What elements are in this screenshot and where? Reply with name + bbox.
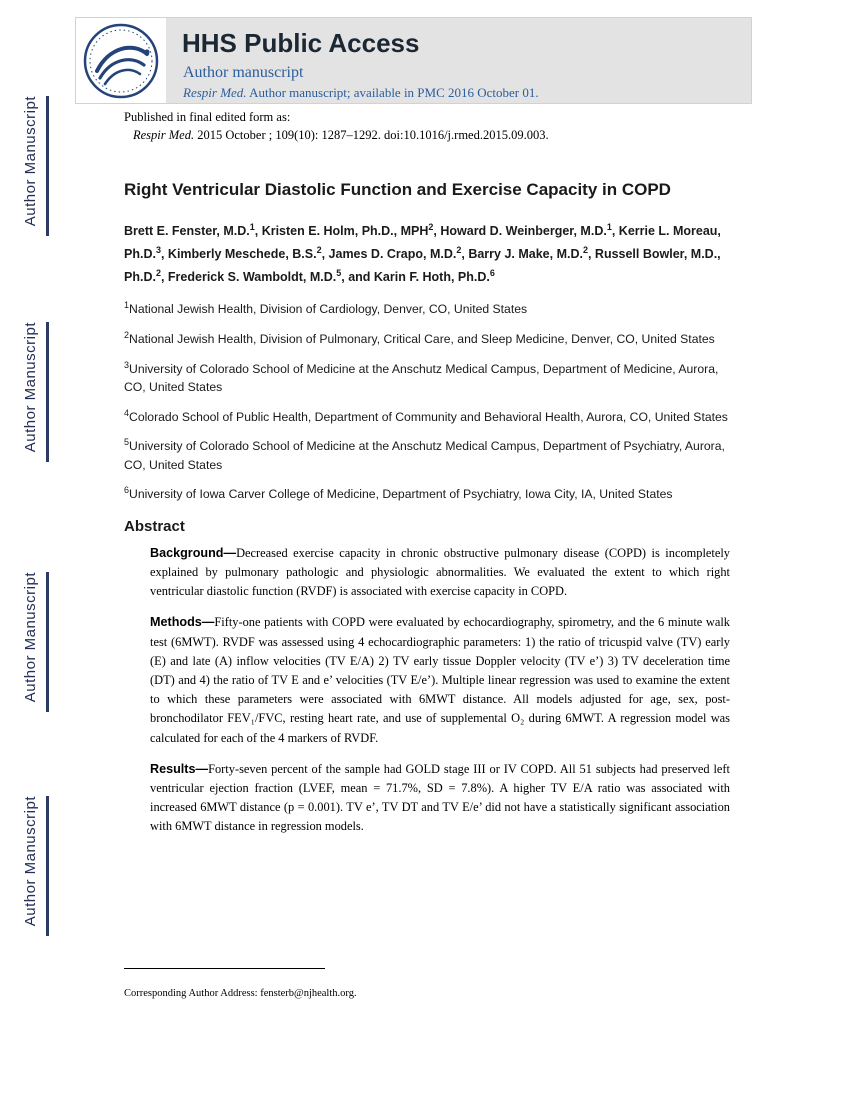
watermark-rule (46, 322, 49, 462)
affiliation: $^4$Colorado School of Public Health, Department of Community and Behavioral Health, Aurora, CO, United States (124, 407, 728, 424)
article-column (124, 108, 736, 849)
citation-line (124, 126, 736, 144)
citation-lead: Published in final edited form as: (124, 110, 291, 124)
watermark-label: Author Manuscript (22, 572, 39, 703)
affiliation-list (124, 296, 736, 503)
watermark-label: Author Manuscript (22, 322, 39, 453)
hhs-logo-box (76, 18, 166, 103)
article-title: Right Ventricular Diastolic Function and Exercise Capacity in COPD (124, 180, 671, 199)
affiliation: $^2$National Jewish Health, Division of Pulmonary, Critical Care, and Sleep Medicine, Denver, CO, United States (124, 330, 715, 347)
hhs-seal-icon (81, 21, 161, 101)
corresponding-author-footnote: Corresponding Author Address: fensterb@njhealth.org. (124, 988, 357, 999)
citation-journal: Respir Med. (133, 128, 195, 142)
availability-rest: Author manuscript; available in PMC 2016 October 01. (246, 85, 539, 100)
abstract-heading: Abstract (124, 517, 185, 535)
watermark-label: Author Manuscript (22, 796, 39, 927)
abstract-paragraph: Results—Forty-seven percent of the sample had GOLD stage III or IV COPD. All 51 subjects had preserved left ventricular ejection fraction (LVEF, mean = 71.7%, SD = 7.8%). A higher TV E/A ratio was associated with increased 6MWT distance (p = 0.001). TV e’, TV DT and TV E/e’ did not have a statistically significant association with 6MWT distance in regression models. (150, 761, 730, 834)
hhs-banner (75, 17, 752, 104)
affiliation: $^6$University of Iowa Carver College of Medicine, Department of Psychiatry, Iowa City, IA, United States (124, 485, 673, 502)
watermark-rule (46, 96, 49, 236)
footnote-rule (124, 968, 325, 969)
banner-availability (183, 85, 539, 101)
watermark-label: Author Manuscript (22, 96, 39, 227)
affiliation: $^1$National Jewish Health, Division of Cardiology, Denver, CO, United States (124, 300, 528, 317)
watermark-rule (46, 572, 49, 712)
author-list: Brett E. Fenster, M.D.$^1$, Kristen E. Holm, Ph.D., MPH$^2$, Howard D. Weinberger, M.D.$^1$, Kerrie L. Moreau, Ph.D.$^3$, Kimberly Meschede, B.S.$^2$, James D. Crapo, M.D.$^2$, Barry J. Make, M.D.$^2$, Russell Bowler, M.D., Ph.D.$^2$, Frederick S. Wamboldt, M.D.$^5$, and Karin F. Hoth, Ph.D.$^6$ (124, 222, 721, 285)
watermark-rule (46, 796, 49, 936)
availability-journal: Respir Med. (183, 85, 247, 100)
abstract-paragraph: Methods—Fifty-one patients with COPD were evaluated by echocardiography, spirometry, and the 6 minute walk test (6MWT). RVDF was assessed using 4 echocardiographic parameters: 1) the ratio of tricuspid valve (TV) early (E) and late (A) inflow velocities (TV E/A) 2) TV early tissue Doppler velocity (TV e’) 3) TV deceleration time (DT) and 4) the ratio of TV E and e’ velocities (TV E/e’). Multiple linear regression was used to examine the extent to which these parameters were associated with 6MWT distance. All models adjusted for age, sex, post-bronchodilator FEV₁/FVC, resting heart rate, and use of supplemental O₂ during 6MWT. A regression model was calculated for each of the 4 markers of RVDF. (150, 615, 730, 745)
affiliation: $^5$University of Colorado School of Medicine at the Anschutz Medical Campus, Department of Psychiatry, Aurora, CO, United States (124, 437, 725, 472)
banner-title: HHS Public Access (182, 28, 420, 58)
banner-subtitle: Author manuscript (183, 64, 304, 81)
abstract-paragraphs (150, 544, 730, 837)
abstract-paragraph: Background—Decreased exercise capacity in chronic obstructive pulmonary disease (COPD) is incompletely explained by pulmonary pathologic and physiologic abnormalities. We evaluated the extent to which right ventricular diastolic function (RVDF) is associated with exercise capacity in COPD. (150, 545, 730, 599)
affiliation: $^3$University of Colorado School of Medicine at the Anschutz Medical Campus, Department of Medicine, Aurora, CO, United States (124, 359, 719, 395)
citation-detail: 2015 October ; 109(10): 1287–1292. doi:10.1016/j.rmed.2015.09.003. (194, 128, 549, 142)
